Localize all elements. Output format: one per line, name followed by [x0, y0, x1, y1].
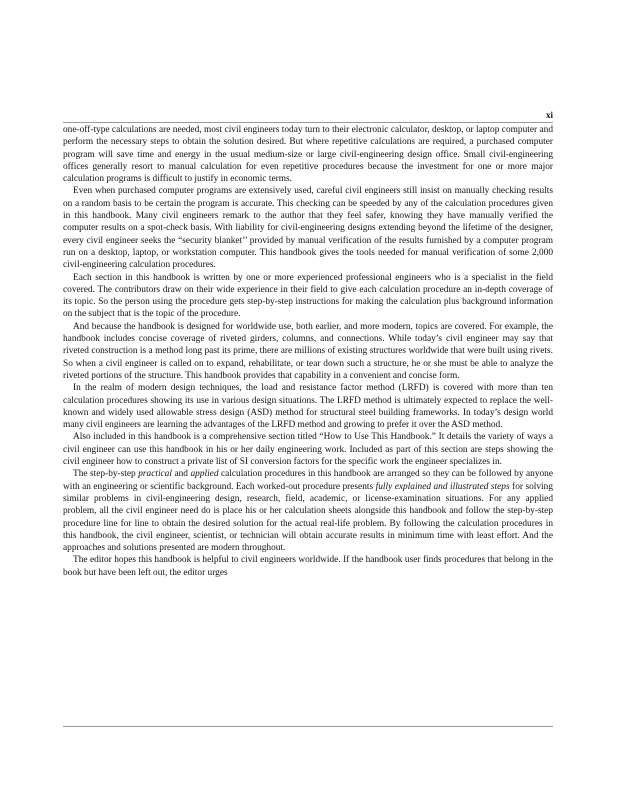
text-run: calculation procedures in this handbook are arranged so they can be followed by anyone with an engineering or scientific background. Each worked-out procedure presents: [63, 469, 553, 492]
text-run: for solving similar problems in civil-engineering design, research, field, academic, or license-examination situations. For any applied problem, all the civil engineer need do is place his or her calculation sheets alongside this handbook and follow the step-by-step procedure line for line to obtain the desired solution for the actual real-life problem. By following the calculation procedures in this handbook, the civil engineer, scientist, or technician will obtain accurate results in minimum time with least effort. And the approaches and solutions presented are modern throughout.: [63, 481, 553, 554]
emphasis-applied: applied: [190, 469, 219, 480]
paragraph-worldwide-use: And because the handbook is designed for worldwide use, both earlier, and more modern, topics are covered. For example, the handbook includes concise coverage of riveted girders, columns, and connections. While today’s civil engineer may say that riveted construction is a method long past its prime, there are millions of existing structures worldwide that were built using rivets. So when a civil engineer is called on to expand, rehabilitate, or tear down such a structure, he or she must be able to analyze the riveted portions of the structure. This handbook provides that capability in a convenient and concise form.: [63, 321, 553, 381]
footer-rule: [63, 726, 553, 727]
emphasis-practical: practical: [138, 469, 172, 480]
header-rule: [63, 122, 553, 123]
body-text: [63, 124, 553, 579]
paragraph-lrfd: In the realm of modern design techniques, the load and resistance factor method (LRFD) is covered with more than ten calculation procedures showing its use in various design situations. The LRFD method is ultimately expected to replace the well-known and widely used allowable stress design (ASD) method for structural steel building frameworks. In today’s design world many civil engineers are learning the advantages of the LRFD method and growing to prefer it over the ASD method.: [63, 383, 553, 431]
emphasis-fully-explained: fully explained and illustrated steps: [375, 481, 510, 492]
paragraph-manual-checking: Even when purchased computer programs are extensively used, careful civil engineers still insist on manually checking results on a random basis to be certain the program is accurate. This checking can be speeded by any of the calculation procedures given in this handbook. Many civil engineers remark to the author that they feel safer, knowing they have manually verified the computer results on a spot-check basis. With liability for civil-engineering designs extending beyond the lifetime of the designer, every civil engineer seeks the “security blanket’’ provided by manual verification of the results furnished by a computer program run on a desktop, laptop, or workstation computer. This handbook gives the tools needed for manual verification of some 2,000 civil-engineering calculation procedures.: [63, 186, 553, 271]
text-run: The step-by-step: [73, 469, 139, 480]
paragraph-continuation: one-off-type calculations are needed, most civil engineers today turn to their electronic calculator, desktop, or laptop computer and perform the necessary steps to obtain the solution desired. But where repetitive calculations are required, a purchased computer program will save time and energy in the usual medium-size or large civil-engineering design office. Small civil-engineering offices generally resort to manual calculation for even repetitive procedures because the investment for one or more major calculation programs is difficult to justify in economic terms.: [63, 125, 553, 185]
paragraph-editor-hopes: The editor hopes this handbook is helpful to civil engineers worldwide. If the handbook user finds procedures that belong in the book but have been left out, the editor urges: [63, 555, 553, 578]
paragraph-contributors: Each section in this handbook is written by one or more experienced professional engineers who is a specialist in the field covered. The contributors draw on their wide experience in their field to give each calculation procedure an in-depth coverage of its topic. So the person using the procedure gets step-by-step instructions for making the calculation plus background information on the subject that is the topic of the procedure.: [63, 272, 553, 320]
paragraph-step-by-step: [63, 468, 553, 554]
paragraph-how-to-use: Also included in this handbook is a comprehensive section titled “How to Use This Handbook.” It details the variety of ways a civil engineer can use this handbook in his or her daily engineering work. Included as part of this section are steps showing the civil engineer how to construct a private list of SI conversion factors for the specific work the engineer specializes in.: [63, 432, 553, 468]
text-run: and: [171, 469, 191, 480]
page-number: xi: [545, 110, 553, 120]
